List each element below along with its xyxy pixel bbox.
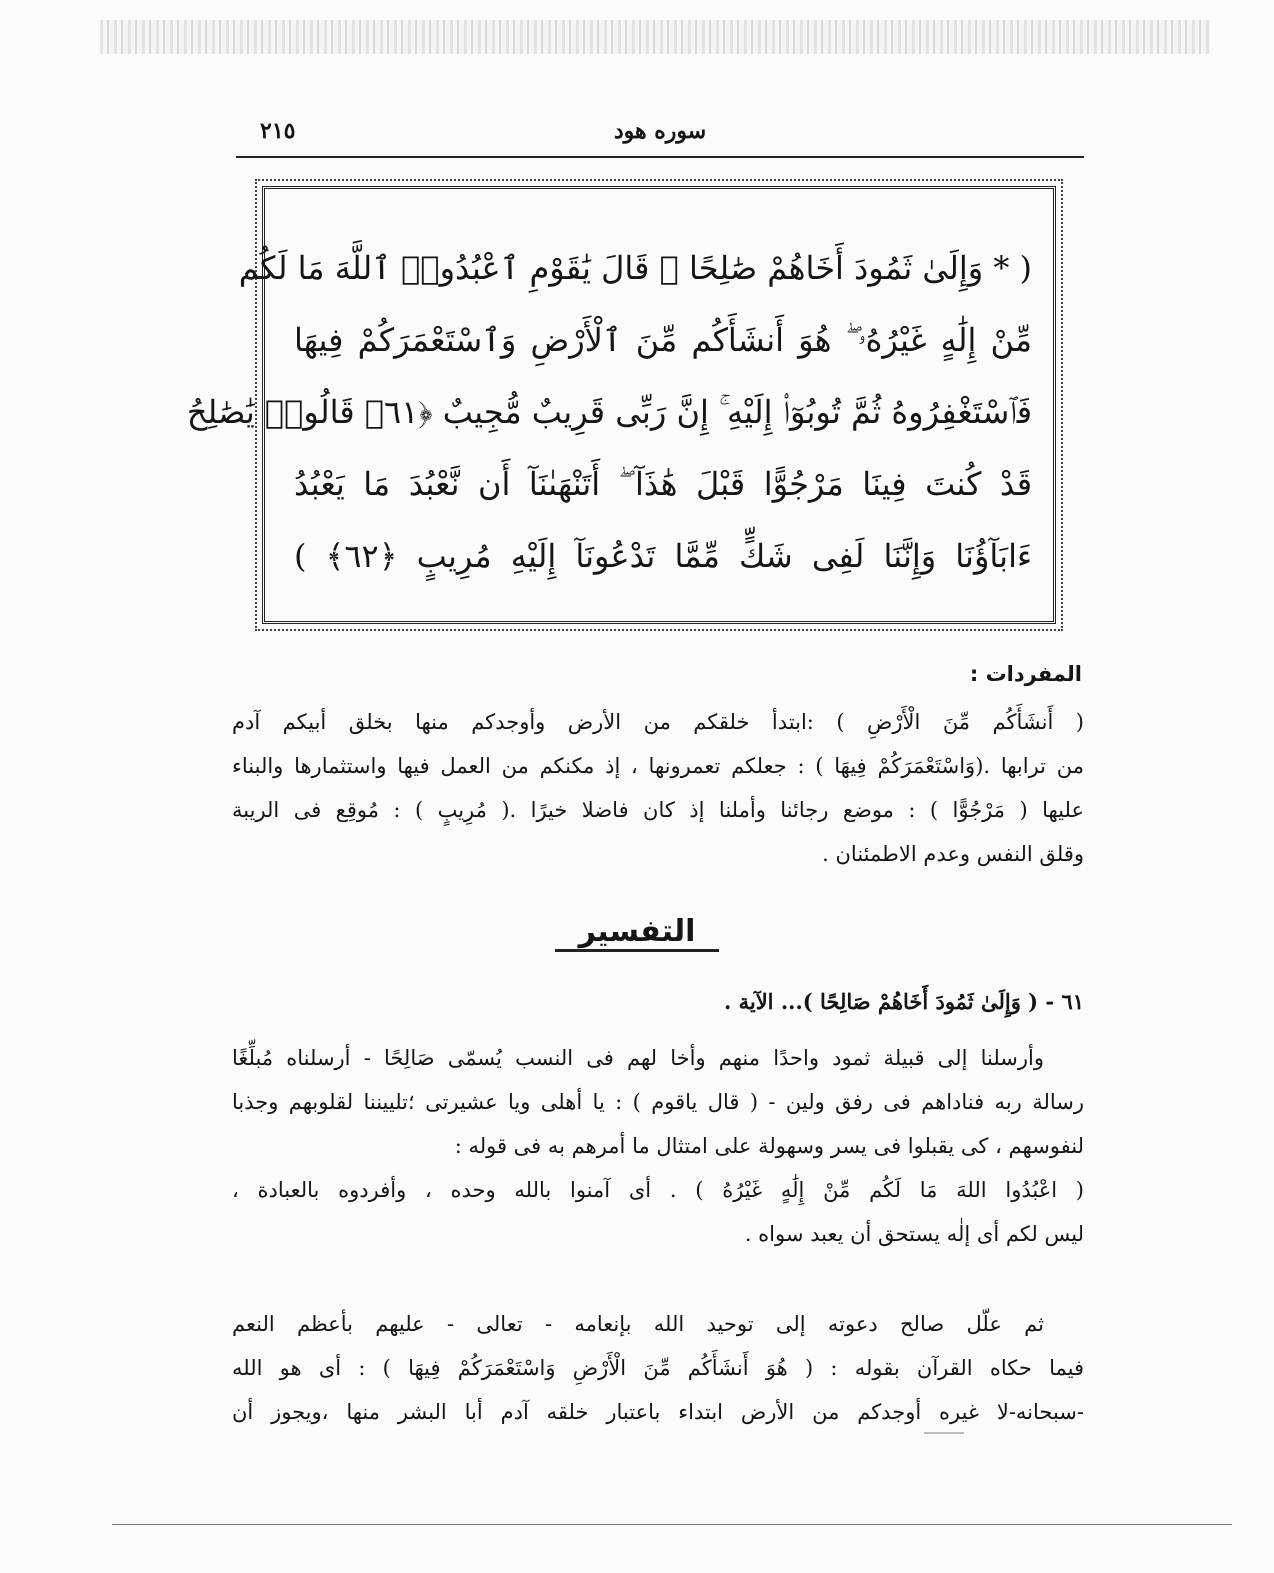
tafsir-line: ثم علّل صالح دعوته إلى توحيد الله بإنعامه - تعالى - عليهم بأعظم النعم [232, 1312, 1044, 1336]
tafsir-heading [0, 914, 1274, 949]
tafsir-heading-text: التفسير [555, 914, 720, 952]
page-number: ٢١٥ [260, 118, 296, 144]
verse-line: مِّنْ إِلَٰهٍ غَيْرُهُۥ ۖ هُوَ أَنشَأَكُم مِّنَ ٱلْأَرْضِ وَٱسْتَعْمَرَكُمْ فِيهَا [294, 321, 1032, 359]
tafsir-line: فيما حكاه القرآن بقوله : ( هُوَ أَنشَأَكُم مِّنَ الْأَرْضِ وَاسْتَعْمَرَكُمْ فِيهَا ) : أى هو الله [232, 1356, 1084, 1380]
tafsir-line: -سبحانه-لا غيره أوجدكم من الأرض ابتداء باعتبار خلقه آدم أبا البشر منها ،ويجوز أن [232, 1400, 1084, 1424]
tafsir-line: ( اعْبُدُوا اللهَ مَا لَكُم مِّنْ إِلَٰهٍ غَيْرُهُ ) . أى آمنوا بالله وحده ، وأفردوه بالعبادة ، [232, 1178, 1084, 1202]
verse-line: ( * وَإِلَىٰ ثَمُودَ أَخَاهُمْ صَٰلِحًا ۚ قَالَ يَٰقَوْمِ ٱعْبُدُوا۟ ٱللَّهَ مَا لَكُم [238, 249, 1032, 287]
vocabulary-paragraph [232, 700, 1084, 876]
vocabulary-line: من ترابها .(وَاسْتَعْمَرَكُمْ فِيهَا ) : جعلكم تعمرونها ، إذ مكنكم من العمل فيها واستثمارها والبناء [232, 754, 1084, 778]
scan-smudge [924, 1432, 964, 1434]
tafsir-line: ليس لكم أى إلٰه يستحق أن يعبد سواه . [744, 1222, 1084, 1246]
verse-reference: ٦١ - ( وَإِلَىٰ ثَمُودَ أَخَاهُمْ صَالِحًا )... الآية . [723, 989, 1084, 1014]
vocabulary-line: وقلق النفس وعدم الاطمئنان . [822, 842, 1084, 866]
page-header [236, 112, 1084, 158]
tafsir-line: لنفوسهم ، كى يقبلوا فى يسر وسهولة على امتثال ما أمرهم به فى قوله : [454, 1134, 1084, 1158]
scan-noise-band [100, 20, 1210, 54]
quran-verse-block [186, 232, 1033, 592]
vocabulary-heading: المفردات : [969, 662, 1082, 686]
tafsir-line: رسالة ربه فناداهم فى رفق ولين - ( قال ياقوم ) : يا أهلى ويا عشيرتى ؛تلييننا لقلوبهم وجذبا [232, 1090, 1084, 1114]
verse-line: قَدْ كُنتَ فِينَا مَرْجُوًّا قَبْلَ هَٰذَآ ۖ أَتَنْهَىٰنَآ أَن نَّعْبُدَ مَا يَعْبُدُ [294, 465, 1032, 503]
surah-title: سوره هود [613, 118, 707, 144]
tafsir-verse-ref [232, 980, 1084, 1024]
vocabulary-line: عليها ( مَرْجُوًّا ) : موضع رجائنا وأملنا إذ كان فاضلا خيرًا .( مُرِيبٍ ) : مُوقِع فى الريبة [232, 798, 1084, 822]
tafsir-line: وأرسلنا إلى قبيلة ثمود واحدًا منهم وأخا لهم فى النسب يُسمّى صَالِحًا - أرسلناه مُبلِّغًا [232, 1046, 1044, 1070]
verse-line: فَٱسْتَغْفِرُوهُ ثُمَّ تُوبُوٓا۟ إِلَيْهِ ۚ إِنَّ رَبِّى قَرِيبٌ مُّجِيبٌ ﴿٦١﴾ قَالُوا۟ يَٰصَٰلِحُ [186, 393, 1032, 431]
verse-line: ءَابَآؤُنَا وَإِنَّنَا لَفِى شَكٍّ مِّمَّا تَدْعُونَآ إِلَيْهِ مُرِيبٍ ﴿٦٢﴾ ) [294, 537, 1033, 575]
vocabulary-line: ( أَنشَأَكُم مِّنَ الْأَرْضِ ) :ابتدأ خلقكم من الأرض وأوجدكم منها بخلق أبيكم آدم [232, 710, 1084, 734]
tafsir-paragraph-2 [232, 1302, 1084, 1434]
tafsir-paragraph-1 [232, 1036, 1084, 1256]
page-bottom-rule [112, 1524, 1232, 1525]
